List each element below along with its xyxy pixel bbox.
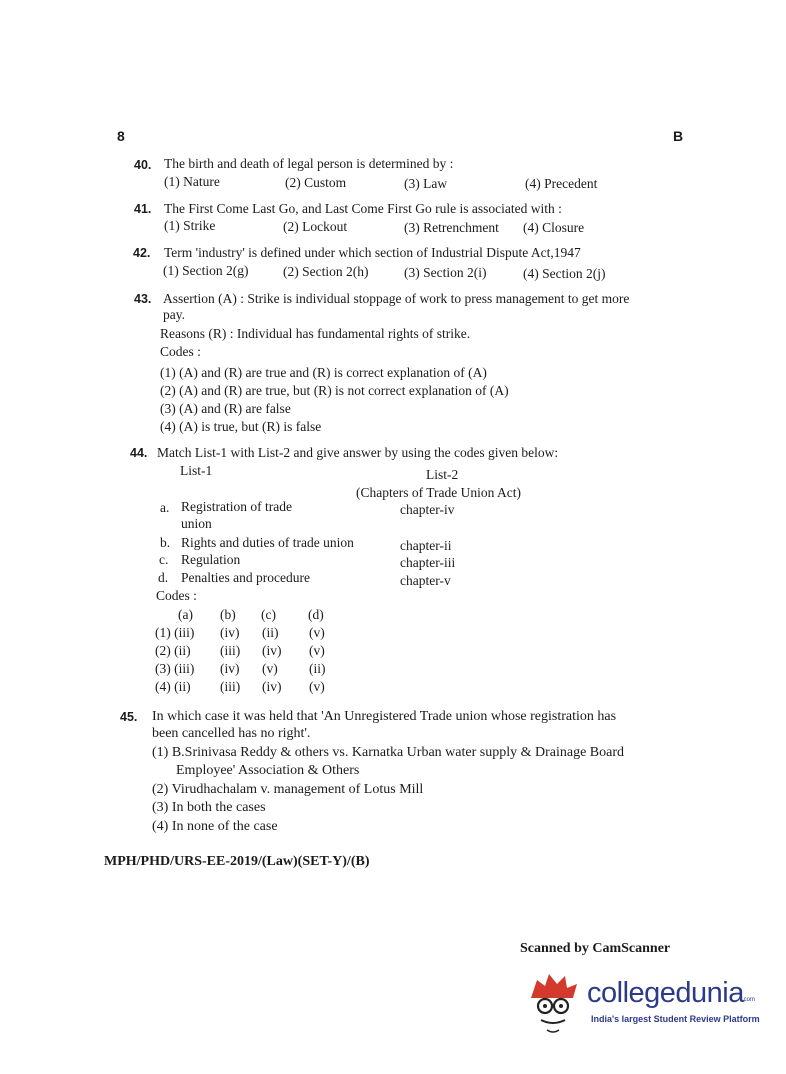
assertion-text-continued: pay. [163, 307, 185, 322]
code-cell: (1) (iii) [155, 625, 195, 640]
code-cell: (iii) [220, 679, 241, 694]
code-cell: (v) [309, 643, 325, 658]
list1-letter: a. [160, 500, 170, 515]
list1-item: Registration of trade [181, 499, 292, 514]
set-code: B [673, 128, 684, 144]
list1-letter: b. [160, 535, 171, 550]
option: (3) Section 2(i) [404, 265, 487, 280]
list1-item-continued: union [181, 516, 212, 531]
list1-item: Rights and duties of trade union [181, 535, 354, 550]
code-header: (b) [220, 607, 236, 622]
option: (1) Nature [164, 174, 220, 189]
list1-header: List-1 [180, 463, 213, 478]
code-cell: (iv) [220, 661, 240, 676]
assertion-text: Assertion (A) : Strike is individual stoppage of work to press management to get more [163, 291, 630, 306]
code-cell: (3) (iii) [155, 661, 195, 676]
list1-item: Regulation [181, 552, 241, 567]
list1-item: Penalties and procedure [181, 570, 310, 585]
option: (3) Retrenchment [404, 220, 499, 235]
codes-label: Codes : [156, 588, 197, 603]
question-number: 40. [134, 158, 152, 172]
question-number: 43. [134, 292, 152, 306]
page-number: 8 [117, 128, 125, 144]
code-header: (d) [308, 607, 324, 622]
option: (4) Section 2(j) [523, 266, 606, 281]
question-number: 41. [134, 202, 152, 216]
option: (1) Section 2(g) [163, 263, 249, 278]
code-cell: (4) (ii) [155, 679, 191, 694]
code-cell: (v) [262, 661, 278, 676]
scanned-by: Scanned by CamScanner [520, 941, 671, 956]
question-number: 44. [130, 446, 148, 460]
option: (3) (A) and (R) are false [160, 401, 291, 416]
option: (4) (A) is true, but (R) is false [160, 419, 322, 434]
paper-code: MPH/PHD/URS-EE-2019/(Law)(SET-Y)/(B) [104, 854, 370, 869]
option: (3) Law [404, 176, 448, 191]
list1-letter: c. [159, 552, 169, 567]
question-text: The birth and death of legal person is determined by : [164, 156, 454, 171]
question-number: 45. [120, 710, 138, 724]
option-continued: Employee' Association & Others [176, 763, 360, 778]
code-cell: (iv) [262, 679, 282, 694]
option: (4) Precedent [525, 176, 598, 191]
code-cell: (v) [309, 625, 325, 640]
code-cell: (ii) [309, 661, 326, 676]
brand-name: collegedunia [587, 977, 744, 1009]
question-text-continued: been cancelled has no right'. [152, 726, 311, 741]
question-number: 42. [133, 246, 151, 260]
option: (3) In both the cases [152, 800, 266, 815]
question-text: Match List-1 with List-2 and give answer by using the codes given below: [157, 445, 559, 460]
option: (1) Strike [164, 218, 216, 233]
brand-suffix: .com [742, 997, 756, 1003]
code-cell: (iii) [220, 643, 241, 658]
code-header: (a) [178, 607, 193, 622]
code-cell: (v) [309, 679, 325, 694]
option: (2) (A) and (R) are true, but (R) is not correct explanation of (A) [160, 383, 509, 398]
brand-tagline: India's largest Student Review Platform [591, 1014, 760, 1024]
option: (1) B.Srinivasa Reddy & others vs. Karnatka Urban water supply & Drainage Board [152, 745, 624, 760]
list2-header: List-2 [426, 467, 459, 482]
code-cell: (iv) [220, 625, 240, 640]
option: (4) In none of the case [152, 819, 278, 834]
mascot-icon [527, 970, 585, 1034]
option: (1) (A) and (R) are true and (R) is correct explanation of (A) [160, 365, 487, 380]
option: (4) Closure [523, 220, 585, 235]
option: (2) Lockout [283, 219, 348, 234]
option: (2) Custom [285, 175, 347, 190]
list2-subheader: (Chapters of Trade Union Act) [356, 485, 521, 500]
list2-item: chapter-v [400, 573, 451, 588]
code-cell: (iv) [262, 643, 282, 658]
reason-text: Reasons (R) : Individual has fundamental rights of strike. [160, 326, 471, 341]
list2-item: chapter-iii [400, 555, 456, 570]
code-cell: (2) (ii) [155, 643, 191, 658]
question-text: The First Come Last Go, and Last Come First Go rule is associated with : [164, 201, 562, 216]
question-text: In which case it was held that 'An Unregistered Trade union whose registration has [152, 709, 617, 724]
option: (2) Virudhachalam v. management of Lotus Mill [152, 782, 424, 797]
code-cell: (ii) [262, 625, 279, 640]
question-text: Term 'industry' is defined under which section of Industrial Dispute Act,1947 [164, 245, 581, 260]
list2-item: chapter-iv [400, 502, 455, 517]
list1-letter: d. [158, 570, 169, 585]
list2-item: chapter-ii [400, 538, 452, 553]
codes-label: Codes : [160, 344, 201, 359]
option: (2) Section 2(h) [283, 264, 369, 279]
code-header: (c) [261, 607, 276, 622]
